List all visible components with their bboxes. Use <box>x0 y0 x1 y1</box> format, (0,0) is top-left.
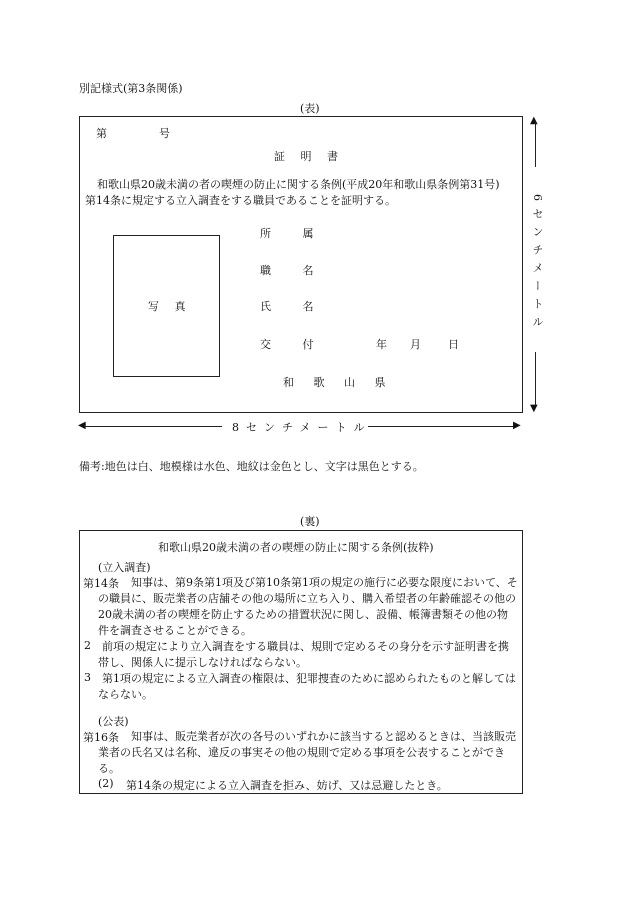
arrow-right-icon: ▶ <box>513 420 521 431</box>
section-publication-heading: (公表) <box>98 715 129 728</box>
article-16-item-text: 第14条の規定による立入調査を拒み、妨げ、又は忌避したとき。 <box>126 779 448 792</box>
height-dimension-label: 6センチメートル <box>531 194 544 334</box>
certificate-back <box>79 530 523 794</box>
issuer-name: 和 歌 山 県 <box>283 376 394 389</box>
article-14-text: 知事は、第9条第1項及び第10条第1項の規定の施行に必要な限度において、その職員に、販売業者の店舗その他の場所に立ち入り、購入希望者の年齢確認その他の20歳未満の者の喫煙を防止するための措置状況に関し、設備、帳簿書類その他の物件を調査させることができる。 <box>98 576 518 637</box>
number-suffix: 号 <box>159 127 170 140</box>
back-side-label: (裏) <box>300 515 320 528</box>
section-inspection-heading: (立入調査) <box>98 561 151 574</box>
article-14-p3-text: 第1項の規定による立入調査の権限は、犯罪捜査のために認められたものと解してはならない。 <box>98 672 516 701</box>
height-dimension-line-top <box>535 122 536 167</box>
width-dimension-line-right <box>368 426 516 427</box>
field-name: 氏 名 <box>260 300 328 313</box>
height-dimension-line-bottom <box>535 352 536 407</box>
width-dimension-label: 8センチメートル <box>232 421 372 434</box>
field-month: 月 <box>410 338 421 351</box>
certificate-body-line1: 和歌山県20歳未満の者の喫煙の防止に関する条例(平成20年和歌山県条例第31号) <box>97 178 500 191</box>
annex-title: 別記様式(第3条関係) <box>79 82 183 95</box>
field-issued: 交 付 <box>260 338 328 351</box>
photo-frame <box>113 235 220 377</box>
article-14-label: 第14条 <box>83 577 119 590</box>
back-title: 和歌山県20歳未満の者の喫煙の防止に関する条例(抜粋) <box>158 541 434 554</box>
certificate-front <box>79 116 523 413</box>
arrow-up-icon: ▲ <box>530 115 538 126</box>
field-day: 日 <box>448 338 459 351</box>
width-dimension-line-left <box>84 426 222 427</box>
number-prefix: 第 <box>96 127 107 140</box>
front-side-label: (表) <box>300 102 320 115</box>
article-16-text: 知事は、販売業者が次の各号のいずれかに該当すると認めるときは、当該販売業者の氏名又は名称、違反の事実その他の規則で定める事項を公表することができる。 <box>98 730 516 775</box>
article-16-label: 第16条 <box>83 731 119 744</box>
certificate-body-line2: 第14条に規定する立入調査をする職員であることを証明する。 <box>85 194 396 207</box>
article-16-item-num: (2) <box>98 777 114 790</box>
color-note: 備考:地色は白、地模様は水色、地紋は金色とし、文字は黒色とする。 <box>79 460 424 473</box>
photo-label: 写 真 <box>148 300 192 313</box>
arrow-left-icon: ◀ <box>78 420 86 431</box>
certificate-title: 証 明 書 <box>274 150 344 163</box>
article-14-p2-text: 前項の規定により立入調査をする職員は、規則で定めるその身分を示す証明書を携帯し、関係人に提示しなければならない。 <box>98 640 509 669</box>
field-year: 年 <box>376 338 387 351</box>
article-14-p3-num: 3 <box>84 671 91 684</box>
field-position: 職 名 <box>260 264 328 277</box>
arrow-down-icon: ▼ <box>530 403 538 414</box>
field-affiliation: 所 属 <box>260 227 328 240</box>
article-14-p2-num: 2 <box>84 639 91 652</box>
